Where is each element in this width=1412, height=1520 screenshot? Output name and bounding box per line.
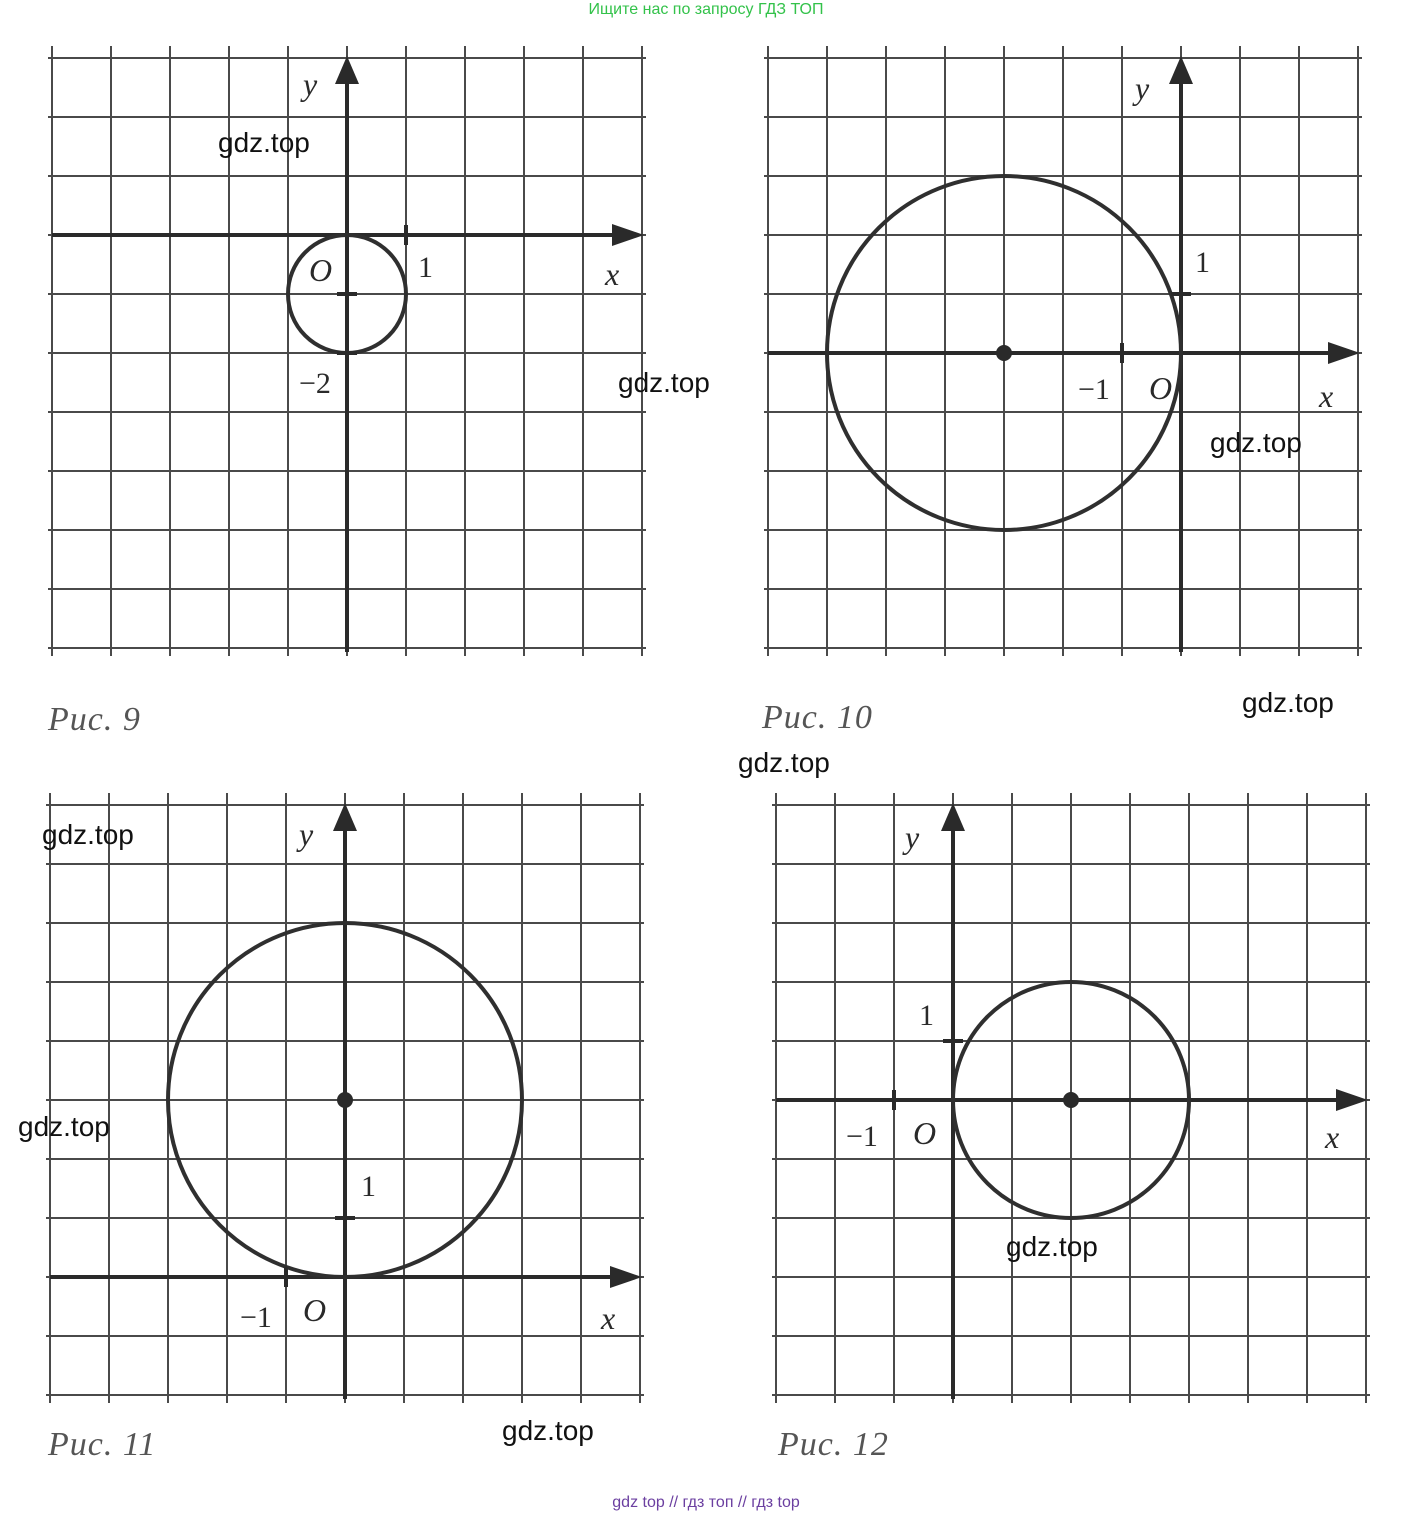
watermark-text: gdz.top [738,747,830,778]
watermark-text: gdz.top [1242,687,1334,718]
tick-label: 1 [418,251,433,284]
x-axis-arrow-icon [1336,1089,1368,1111]
tick-label: −1 [846,1120,878,1153]
tick-label: −1 [1078,373,1110,406]
y-axis-label: y [303,66,318,102]
x-axis-label: x [1319,378,1334,414]
watermark-text: gdz.top [1210,427,1302,458]
y-axis-label: y [905,819,920,855]
x-axis-arrow-icon [610,1266,642,1288]
tick-label: 1 [361,1170,376,1203]
header-search-hint: Ищите нас по запросу ГДЗ ТОП [588,1,824,18]
watermark-text: gdz.top [1006,1231,1098,1262]
origin-label: O [913,1115,937,1151]
tick-label: 1 [1195,246,1210,279]
x-axis-label: x [605,256,620,292]
watermark-text: gdz.top [618,367,710,398]
figure-caption: Рис. 11 [48,1426,157,1463]
x-axis-arrow-icon [1328,342,1360,364]
tick-label: −1 [240,1301,272,1334]
y-axis-arrow-icon [333,803,357,831]
figure-caption: Рис. 12 [778,1426,889,1463]
y-axis-arrow-icon [335,56,359,84]
watermark-layer [18,127,1334,1446]
circle-center-point [1063,1092,1079,1108]
watermark-text: gdz.top [218,127,310,158]
circle-center-point [337,1092,353,1108]
y-axis-label: y [1135,70,1150,106]
origin-label: O [1149,370,1173,406]
figure-9 [47,46,646,738]
y-axis-arrow-icon [941,803,965,831]
y-axis-arrow-icon [1169,56,1193,84]
circle-center-point [996,345,1012,361]
figure-caption: Рис. 9 [48,701,141,738]
figure-10 [761,46,1362,736]
figure-12 [772,793,1370,1463]
origin-label: O [303,1292,327,1328]
tick-label: 1 [919,999,934,1032]
watermark-text: gdz.top [18,1111,110,1142]
x-axis-arrow-icon [612,224,644,246]
origin-label: O [309,252,333,288]
figure-11 [46,793,644,1463]
watermark-text: gdz.top [42,819,134,850]
figure-caption: Рис. 10 [762,699,873,736]
x-axis-label: x [1325,1119,1340,1155]
x-axis-label: x [601,1300,616,1336]
y-axis-label: y [299,816,314,852]
watermark-text: gdz.top [502,1415,594,1446]
footer-links: gdz top // гдз топ // гдз top [612,1494,800,1511]
tick-label: −2 [299,367,331,400]
